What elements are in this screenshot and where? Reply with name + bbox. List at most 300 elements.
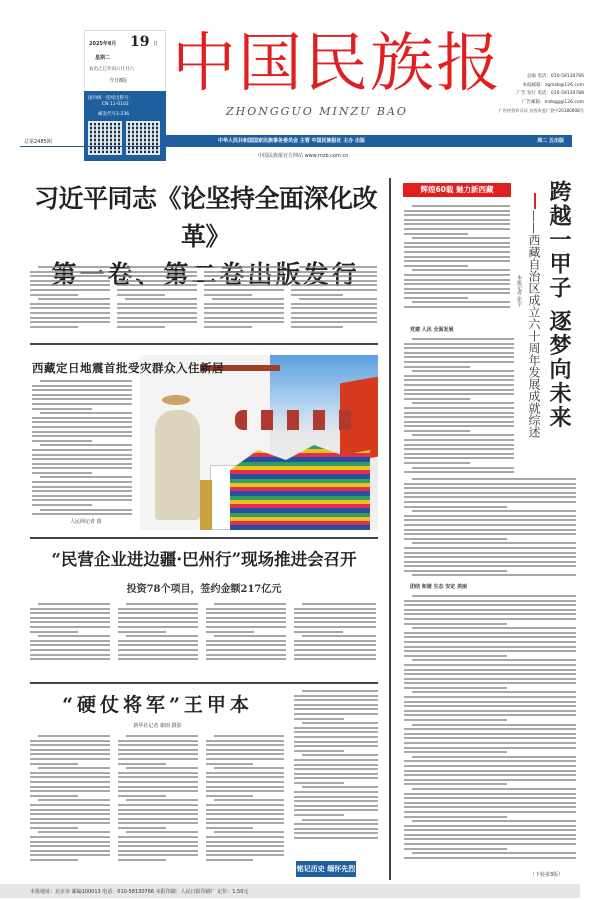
text-line bbox=[206, 763, 253, 765]
text-line bbox=[404, 779, 576, 781]
text-line bbox=[32, 481, 132, 483]
article-text bbox=[404, 205, 510, 317]
text-line bbox=[404, 811, 576, 813]
text-line bbox=[404, 412, 514, 414]
text-line bbox=[404, 425, 514, 427]
text-line bbox=[206, 749, 284, 751]
article-text bbox=[30, 603, 110, 673]
text-line bbox=[118, 763, 166, 765]
text-line bbox=[32, 398, 132, 400]
text-line bbox=[118, 749, 198, 751]
article-text bbox=[404, 595, 576, 860]
text-line bbox=[30, 612, 110, 614]
text-line bbox=[404, 519, 576, 521]
text-line bbox=[404, 719, 507, 721]
text-line bbox=[404, 816, 507, 818]
text-line bbox=[404, 384, 514, 386]
text-line bbox=[404, 453, 514, 455]
text-line bbox=[38, 266, 110, 268]
text-line bbox=[126, 635, 198, 637]
text-line bbox=[118, 617, 198, 619]
text-line bbox=[30, 781, 110, 783]
text-line bbox=[30, 271, 110, 273]
text-line bbox=[204, 280, 284, 282]
text-line bbox=[404, 673, 576, 675]
text-line bbox=[412, 852, 576, 854]
text-line bbox=[404, 223, 510, 225]
text-line bbox=[118, 612, 198, 614]
text-line bbox=[294, 644, 376, 646]
text-line bbox=[294, 773, 378, 775]
text-line bbox=[404, 783, 507, 785]
contact-line: 广告经营许可证 京西市监广登字20180008号 bbox=[498, 108, 584, 113]
text-line bbox=[117, 280, 197, 282]
text-line bbox=[302, 722, 378, 724]
text-line bbox=[32, 431, 132, 433]
text-line bbox=[206, 740, 284, 742]
text-line bbox=[404, 797, 576, 799]
text-line bbox=[126, 735, 198, 737]
text-line bbox=[30, 786, 110, 788]
article-text bbox=[117, 266, 197, 344]
text-line bbox=[118, 809, 198, 811]
text-line bbox=[30, 776, 110, 778]
text-line bbox=[294, 741, 378, 743]
qr-code[interactable] bbox=[88, 121, 122, 155]
text-line bbox=[404, 279, 510, 281]
text-line bbox=[291, 275, 377, 277]
text-line bbox=[302, 819, 378, 821]
article-text bbox=[294, 603, 376, 673]
lead-headline-line: 习近平同志《论坚持全面深化改革》 bbox=[33, 184, 377, 251]
text-line bbox=[294, 828, 378, 830]
news-photo[interactable] bbox=[140, 355, 378, 530]
text-line bbox=[291, 280, 377, 282]
masthead-title: 中国民族报 bbox=[172, 27, 502, 101]
text-line bbox=[117, 317, 197, 319]
text-line bbox=[118, 740, 198, 742]
text-line bbox=[404, 256, 510, 258]
text-line bbox=[206, 772, 284, 774]
text-line bbox=[404, 356, 514, 358]
text-line bbox=[294, 782, 344, 784]
photo-story-title: 西藏定日地震首批受灾群众入住新居 bbox=[32, 361, 224, 375]
day-suffix: 日 bbox=[153, 41, 159, 47]
text-line bbox=[294, 649, 376, 651]
text-line bbox=[404, 457, 514, 459]
text-line bbox=[412, 820, 576, 822]
text-line bbox=[30, 749, 110, 751]
text-line bbox=[118, 649, 198, 651]
story2-subhead: 投资78个项目，签约金额217亿元 bbox=[126, 584, 282, 595]
text-line bbox=[404, 398, 470, 400]
text-line bbox=[206, 753, 284, 755]
text-line bbox=[30, 626, 110, 628]
feature-byline: 本报记者 张宇 bbox=[516, 275, 522, 307]
text-line bbox=[118, 772, 198, 774]
text-line bbox=[412, 724, 576, 726]
website[interactable]: 中国民族报官方网站 www.mzb.com.cn bbox=[258, 153, 349, 159]
text-line bbox=[404, 228, 510, 230]
text-line bbox=[30, 294, 78, 296]
text-line bbox=[32, 389, 132, 391]
text-line bbox=[32, 504, 92, 506]
text-line bbox=[404, 857, 576, 859]
text-line bbox=[30, 658, 110, 660]
text-line bbox=[412, 691, 576, 693]
article-text bbox=[404, 478, 576, 578]
blue-info-box bbox=[84, 91, 166, 161]
text-line bbox=[118, 813, 198, 815]
banner-publisher: 中华人民共和国国家民族事务委员会 主管 中国民族报社 主办 出版 bbox=[218, 138, 365, 144]
text-line bbox=[118, 790, 198, 792]
text-line bbox=[291, 289, 377, 291]
text-line bbox=[294, 617, 376, 619]
text-line bbox=[30, 321, 110, 323]
story2-headline: “民营企业进边疆·巴州行”现场推进会召开 bbox=[51, 550, 357, 569]
text-line bbox=[30, 818, 110, 820]
text-line bbox=[404, 219, 510, 221]
text-line bbox=[404, 487, 576, 489]
text-line bbox=[38, 735, 110, 737]
text-line bbox=[30, 275, 110, 277]
story3-byline: 新华社记者 谢雨 摄影 bbox=[133, 723, 182, 729]
text-line bbox=[30, 649, 110, 651]
text-line bbox=[404, 834, 576, 836]
text-line bbox=[206, 836, 284, 838]
text-line bbox=[32, 490, 132, 492]
text-line bbox=[404, 274, 510, 276]
text-line bbox=[30, 644, 110, 646]
text-line bbox=[30, 813, 110, 815]
text-line bbox=[294, 608, 376, 610]
text-line bbox=[30, 631, 78, 633]
text-line bbox=[404, 600, 576, 602]
text-line bbox=[206, 658, 286, 660]
text-line bbox=[30, 608, 110, 610]
text-line bbox=[404, 687, 507, 689]
text-line bbox=[404, 825, 576, 827]
text-line bbox=[206, 781, 284, 783]
text-line bbox=[404, 747, 576, 749]
text-line bbox=[32, 513, 132, 515]
text-line bbox=[404, 297, 468, 299]
text-line bbox=[206, 626, 286, 628]
text-line bbox=[30, 753, 110, 755]
text-line bbox=[404, 609, 576, 611]
text-line bbox=[294, 796, 378, 798]
text-line bbox=[412, 510, 576, 512]
text-line bbox=[404, 496, 576, 498]
text-line bbox=[118, 621, 198, 623]
text-line bbox=[206, 850, 284, 852]
article-text bbox=[206, 603, 286, 673]
text-line bbox=[404, 802, 576, 804]
text-line bbox=[206, 649, 286, 651]
text-line bbox=[30, 303, 110, 305]
text-line bbox=[204, 312, 284, 314]
text-line bbox=[118, 859, 166, 861]
text-line bbox=[404, 439, 514, 441]
text-line bbox=[294, 708, 378, 710]
text-line bbox=[404, 793, 576, 795]
text-line bbox=[404, 352, 514, 354]
text-line bbox=[412, 627, 576, 629]
text-line bbox=[404, 742, 576, 744]
text-line bbox=[291, 303, 377, 305]
text-line bbox=[204, 275, 284, 277]
article-text bbox=[30, 735, 110, 875]
text-line bbox=[302, 635, 376, 637]
text-line bbox=[32, 486, 132, 488]
text-line bbox=[118, 744, 198, 746]
story3-headline: “硬仗将军”王甲本 bbox=[62, 694, 253, 716]
contact-line: 总编 电话：010-58130766 bbox=[526, 74, 584, 79]
text-line bbox=[404, 806, 576, 808]
banner-schedule: 周二 五出版 bbox=[537, 138, 564, 144]
text-line bbox=[40, 509, 132, 511]
text-line bbox=[117, 303, 197, 305]
text-line bbox=[32, 499, 132, 501]
text-line bbox=[204, 326, 252, 328]
text-line bbox=[32, 435, 132, 437]
text-line bbox=[294, 809, 378, 811]
text-line bbox=[117, 294, 165, 296]
footer-text: 本报地址：北京市 邮编100013 电话：010-58130766 本报印刷：人民日报印刷厂 定价：1.50元 bbox=[30, 889, 249, 895]
text-line bbox=[32, 467, 132, 469]
text-line bbox=[404, 618, 576, 620]
text-line bbox=[412, 467, 514, 469]
text-line bbox=[118, 631, 166, 633]
text-line bbox=[30, 312, 110, 314]
section-label: 党建 人民 全面发展 bbox=[410, 327, 454, 333]
text-line bbox=[32, 463, 132, 465]
divider bbox=[30, 682, 378, 684]
text-line bbox=[32, 426, 132, 428]
text-line bbox=[294, 718, 344, 720]
postal-code: 邮发代号1-236 bbox=[98, 112, 130, 117]
text-line bbox=[204, 271, 284, 273]
article-text bbox=[294, 690, 378, 855]
text-line bbox=[214, 603, 286, 605]
text-line bbox=[404, 366, 470, 368]
text-line bbox=[214, 767, 284, 769]
text-line bbox=[404, 701, 576, 703]
text-line bbox=[38, 799, 110, 801]
text-line bbox=[412, 205, 510, 207]
text-line bbox=[30, 841, 110, 843]
photo-credit: 人民网记者 摄 bbox=[70, 519, 102, 525]
text-line bbox=[204, 294, 252, 296]
text-line bbox=[404, 265, 468, 267]
text-line bbox=[126, 767, 198, 769]
text-line bbox=[117, 289, 197, 291]
qr-code[interactable] bbox=[126, 121, 160, 155]
text-line bbox=[294, 814, 344, 816]
text-line bbox=[206, 621, 286, 623]
page-count: 今日8版 bbox=[109, 78, 128, 84]
text-line bbox=[404, 246, 510, 248]
text-line bbox=[30, 758, 110, 760]
text-line bbox=[40, 444, 132, 446]
text-line bbox=[404, 260, 510, 262]
section-label: 团结 和谐 生态 安定 美丽 bbox=[410, 584, 467, 590]
divider bbox=[30, 343, 378, 345]
divider bbox=[30, 537, 378, 539]
text-line bbox=[294, 764, 378, 766]
text-line bbox=[294, 736, 378, 738]
text-line bbox=[40, 412, 132, 414]
text-line bbox=[302, 754, 378, 756]
text-line bbox=[206, 859, 253, 861]
text-line bbox=[404, 678, 576, 680]
text-line bbox=[30, 284, 110, 286]
text-line bbox=[412, 574, 576, 576]
article-text bbox=[404, 338, 514, 473]
text-line bbox=[32, 394, 132, 396]
text-line bbox=[404, 416, 514, 418]
continued-note[interactable]: （下转第3版） bbox=[530, 872, 564, 878]
text-line bbox=[118, 626, 198, 628]
text-line bbox=[30, 740, 110, 742]
text-line bbox=[118, 654, 198, 656]
text-line bbox=[404, 515, 576, 517]
text-line bbox=[32, 472, 92, 474]
text-line bbox=[294, 699, 378, 701]
text-line bbox=[302, 786, 378, 788]
text-line bbox=[206, 827, 253, 829]
text-line bbox=[412, 338, 514, 340]
text-line bbox=[404, 501, 576, 503]
article-text bbox=[291, 266, 377, 344]
text-line bbox=[206, 617, 286, 619]
text-line bbox=[204, 307, 284, 309]
text-line bbox=[206, 813, 284, 815]
text-line bbox=[294, 713, 378, 715]
text-line bbox=[38, 831, 110, 833]
text-line bbox=[294, 777, 378, 779]
text-line bbox=[294, 823, 378, 825]
text-line bbox=[404, 347, 514, 349]
text-line bbox=[404, 283, 510, 285]
text-line bbox=[299, 266, 377, 268]
text-line bbox=[404, 770, 576, 772]
text-line bbox=[294, 832, 378, 834]
text-line bbox=[30, 809, 110, 811]
text-line bbox=[404, 393, 514, 395]
date: 2025年8月 bbox=[89, 41, 117, 47]
article-text bbox=[204, 266, 284, 344]
text-line bbox=[118, 818, 198, 820]
text-line bbox=[404, 306, 510, 308]
text-line bbox=[404, 462, 470, 464]
photo-caption-text bbox=[32, 380, 132, 515]
cn-label: 国内统一连续出版号： bbox=[88, 96, 133, 101]
text-line bbox=[32, 449, 132, 451]
text-line bbox=[30, 307, 110, 309]
text-line bbox=[294, 612, 376, 614]
text-line bbox=[214, 735, 284, 737]
text-line bbox=[404, 838, 576, 840]
text-line bbox=[206, 845, 284, 847]
text-line bbox=[404, 655, 507, 657]
text-line bbox=[294, 640, 376, 642]
column-divider bbox=[389, 178, 391, 880]
text-line bbox=[404, 430, 470, 432]
text-line bbox=[404, 421, 514, 423]
text-line bbox=[212, 298, 284, 300]
text-line bbox=[118, 753, 198, 755]
lunar-date: 农历乙巳年闰六月廿六 bbox=[89, 67, 134, 72]
text-line bbox=[117, 321, 197, 323]
footer-bar bbox=[0, 884, 580, 898]
text-line bbox=[30, 640, 110, 642]
date-box bbox=[84, 30, 166, 160]
text-line bbox=[294, 631, 343, 633]
article-text bbox=[30, 266, 110, 344]
text-line bbox=[118, 658, 198, 660]
text-line bbox=[204, 317, 284, 319]
text-line bbox=[404, 242, 510, 244]
divider bbox=[20, 146, 572, 147]
masthead-pinyin: ZHONGGUO MINZU BAO bbox=[226, 105, 408, 118]
text-line bbox=[204, 321, 284, 323]
issue-number: 总第2485期 bbox=[24, 139, 52, 145]
text-line bbox=[30, 804, 110, 806]
text-line bbox=[206, 804, 284, 806]
text-line bbox=[404, 361, 514, 363]
text-line bbox=[404, 604, 576, 606]
text-line bbox=[412, 370, 514, 372]
text-line bbox=[294, 791, 378, 793]
text-line bbox=[117, 312, 197, 314]
text-line bbox=[404, 210, 510, 212]
text-line bbox=[404, 214, 510, 216]
text-line bbox=[404, 233, 468, 235]
text-line bbox=[412, 402, 514, 404]
column-tag[interactable]: 铭记历史 缅怀先烈 bbox=[296, 861, 356, 877]
text-line bbox=[38, 635, 110, 637]
text-line bbox=[204, 303, 284, 305]
text-line bbox=[404, 524, 576, 526]
text-line bbox=[294, 626, 376, 628]
text-line bbox=[404, 288, 510, 290]
text-line bbox=[404, 751, 507, 753]
text-line bbox=[30, 621, 110, 623]
text-line bbox=[404, 556, 576, 558]
text-line bbox=[32, 454, 132, 456]
text-line bbox=[206, 654, 286, 656]
cn-number: CN 11-0102 bbox=[102, 102, 129, 107]
text-line bbox=[118, 608, 198, 610]
text-line bbox=[404, 444, 514, 446]
text-line bbox=[404, 636, 576, 638]
text-line bbox=[404, 669, 576, 671]
text-line bbox=[412, 269, 510, 271]
text-line bbox=[294, 837, 378, 839]
text-line bbox=[412, 788, 576, 790]
text-line bbox=[412, 237, 510, 239]
day: 19 bbox=[130, 34, 150, 50]
text-line bbox=[117, 307, 197, 309]
text-line bbox=[30, 822, 110, 824]
text-line bbox=[40, 476, 132, 478]
text-line bbox=[214, 831, 284, 833]
text-line bbox=[206, 854, 284, 856]
text-line bbox=[412, 595, 576, 597]
feature-subtitle: ——西藏自治区成立六十周年发展成就综述 bbox=[527, 210, 541, 438]
text-line bbox=[126, 799, 198, 801]
